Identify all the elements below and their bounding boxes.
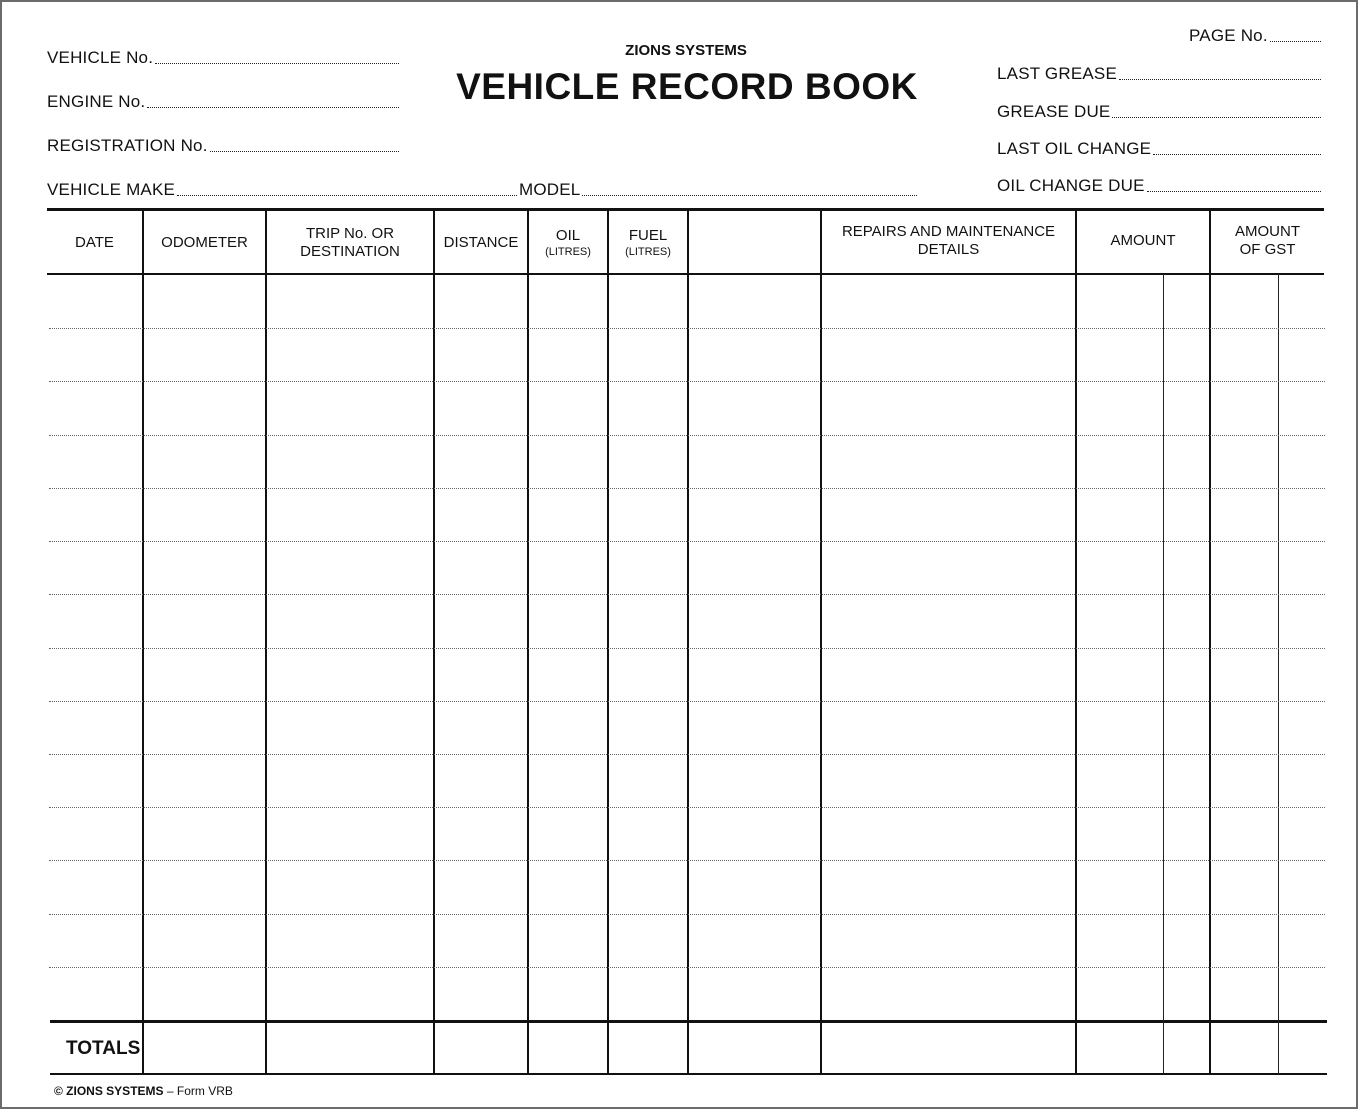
col-header-fuel-unit: (LITRES)	[625, 246, 671, 258]
col-header-oil-unit: (LITRES)	[545, 246, 591, 258]
col-header-amount-label: AMOUNT	[1110, 232, 1176, 249]
col-header-amount	[1077, 212, 1209, 270]
table-row[interactable]	[49, 860, 1325, 861]
footer-copyright: © ZIONS SYSTEMS	[54, 1084, 164, 1098]
table-row[interactable]	[49, 967, 1325, 968]
col-header-repairs-line2: DETAILS	[917, 241, 980, 258]
totals-label: TOTALS	[66, 1038, 141, 1059]
col-header-distance	[435, 214, 527, 272]
registration-no-line	[210, 150, 399, 152]
brand-name: ZIONS SYSTEMS	[625, 42, 747, 59]
amount-cents-divider	[1163, 274, 1164, 1074]
page-no-line	[1270, 40, 1321, 42]
col-header-blank	[689, 214, 820, 272]
table-row[interactable]	[49, 328, 1325, 329]
page-title: VEHICLE RECORD BOOK	[456, 66, 918, 107]
col-header-repairs-line1: REPAIRS AND MAINTENANCE	[841, 223, 1056, 240]
col-divider-oil	[607, 211, 609, 1074]
col-header-date-label: DATE	[75, 234, 114, 251]
col-header-trip-line2: DESTINATION	[300, 243, 400, 260]
vehicle-no-label: VEHICLE No.	[47, 48, 154, 67]
col-divider-date	[142, 211, 144, 1074]
col-header-gst	[1211, 212, 1324, 270]
header-bottom-rule	[47, 273, 1324, 275]
page-no-field[interactable]	[1189, 26, 1321, 46]
table-row[interactable]	[49, 594, 1325, 595]
table-row[interactable]	[49, 435, 1325, 436]
table-row[interactable]	[49, 381, 1325, 382]
table-row[interactable]	[49, 648, 1325, 649]
col-header-gst-line1: AMOUNT	[1235, 223, 1300, 240]
col-header-trip	[267, 214, 433, 272]
col-header-gst-line2: OF GST	[1239, 241, 1296, 258]
last-grease-label: LAST GREASE	[997, 64, 1117, 83]
last-oil-change-label: LAST OIL CHANGE	[997, 139, 1152, 158]
last-grease-line	[1119, 78, 1321, 80]
col-header-odometer	[144, 214, 265, 272]
grease-due-line	[1112, 116, 1321, 118]
page-no-label: PAGE No.	[1189, 26, 1268, 45]
table-top-rule	[47, 208, 1324, 211]
col-divider-trip	[433, 211, 435, 1074]
model-field[interactable]	[519, 180, 917, 200]
col-header-fuel	[609, 214, 687, 272]
col-header-oil	[529, 214, 607, 272]
table-row[interactable]	[49, 701, 1325, 702]
col-header-fuel-label: FUEL	[628, 227, 668, 244]
col-divider-fuel	[687, 211, 689, 1074]
registration-no-field[interactable]	[47, 136, 399, 156]
col-header-repairs	[822, 212, 1075, 270]
oil-change-due-line	[1147, 190, 1321, 192]
table-row[interactable]	[49, 754, 1325, 755]
col-header-oil-label: OIL	[555, 227, 581, 244]
table-row[interactable]	[49, 914, 1325, 915]
engine-no-line	[147, 106, 399, 108]
gst-cents-divider	[1278, 274, 1279, 1074]
col-header-date	[47, 214, 142, 272]
vehicle-make-field[interactable]	[47, 180, 517, 200]
oil-change-due-field[interactable]	[997, 176, 1321, 196]
table-row[interactable]	[49, 541, 1325, 542]
engine-no-label: ENGINE No.	[47, 92, 146, 111]
vehicle-make-label: VEHICLE MAKE	[47, 180, 176, 199]
col-divider-distance	[527, 211, 529, 1074]
model-label: MODEL	[519, 180, 581, 199]
col-divider-amount	[1209, 211, 1211, 1074]
col-header-distance-label: DISTANCE	[443, 234, 519, 251]
table-row[interactable]	[49, 807, 1325, 808]
col-header-odometer-label: ODOMETER	[161, 234, 248, 251]
last-grease-field[interactable]	[997, 64, 1321, 84]
grease-due-label: GREASE DUE	[997, 102, 1111, 121]
last-oil-change-line	[1153, 153, 1321, 155]
vehicle-no-line	[155, 62, 399, 64]
footer-form-id: – Form VRB	[166, 1084, 233, 1098]
col-divider-blank	[820, 211, 822, 1074]
grease-due-field[interactable]	[997, 102, 1321, 122]
table-row[interactable]	[49, 488, 1325, 489]
vehicle-no-field[interactable]	[47, 48, 399, 68]
col-divider-odometer	[265, 211, 267, 1074]
col-divider-repairs	[1075, 211, 1077, 1074]
col-header-trip-line1: TRIP No. OR	[305, 225, 395, 242]
vehicle-make-line	[177, 194, 517, 196]
oil-change-due-label: OIL CHANGE DUE	[997, 176, 1145, 195]
last-oil-change-field[interactable]	[997, 139, 1321, 159]
model-line	[582, 194, 917, 196]
registration-no-label: REGISTRATION No.	[47, 136, 208, 155]
engine-no-field[interactable]	[47, 92, 399, 112]
form-footer	[54, 1084, 233, 1098]
